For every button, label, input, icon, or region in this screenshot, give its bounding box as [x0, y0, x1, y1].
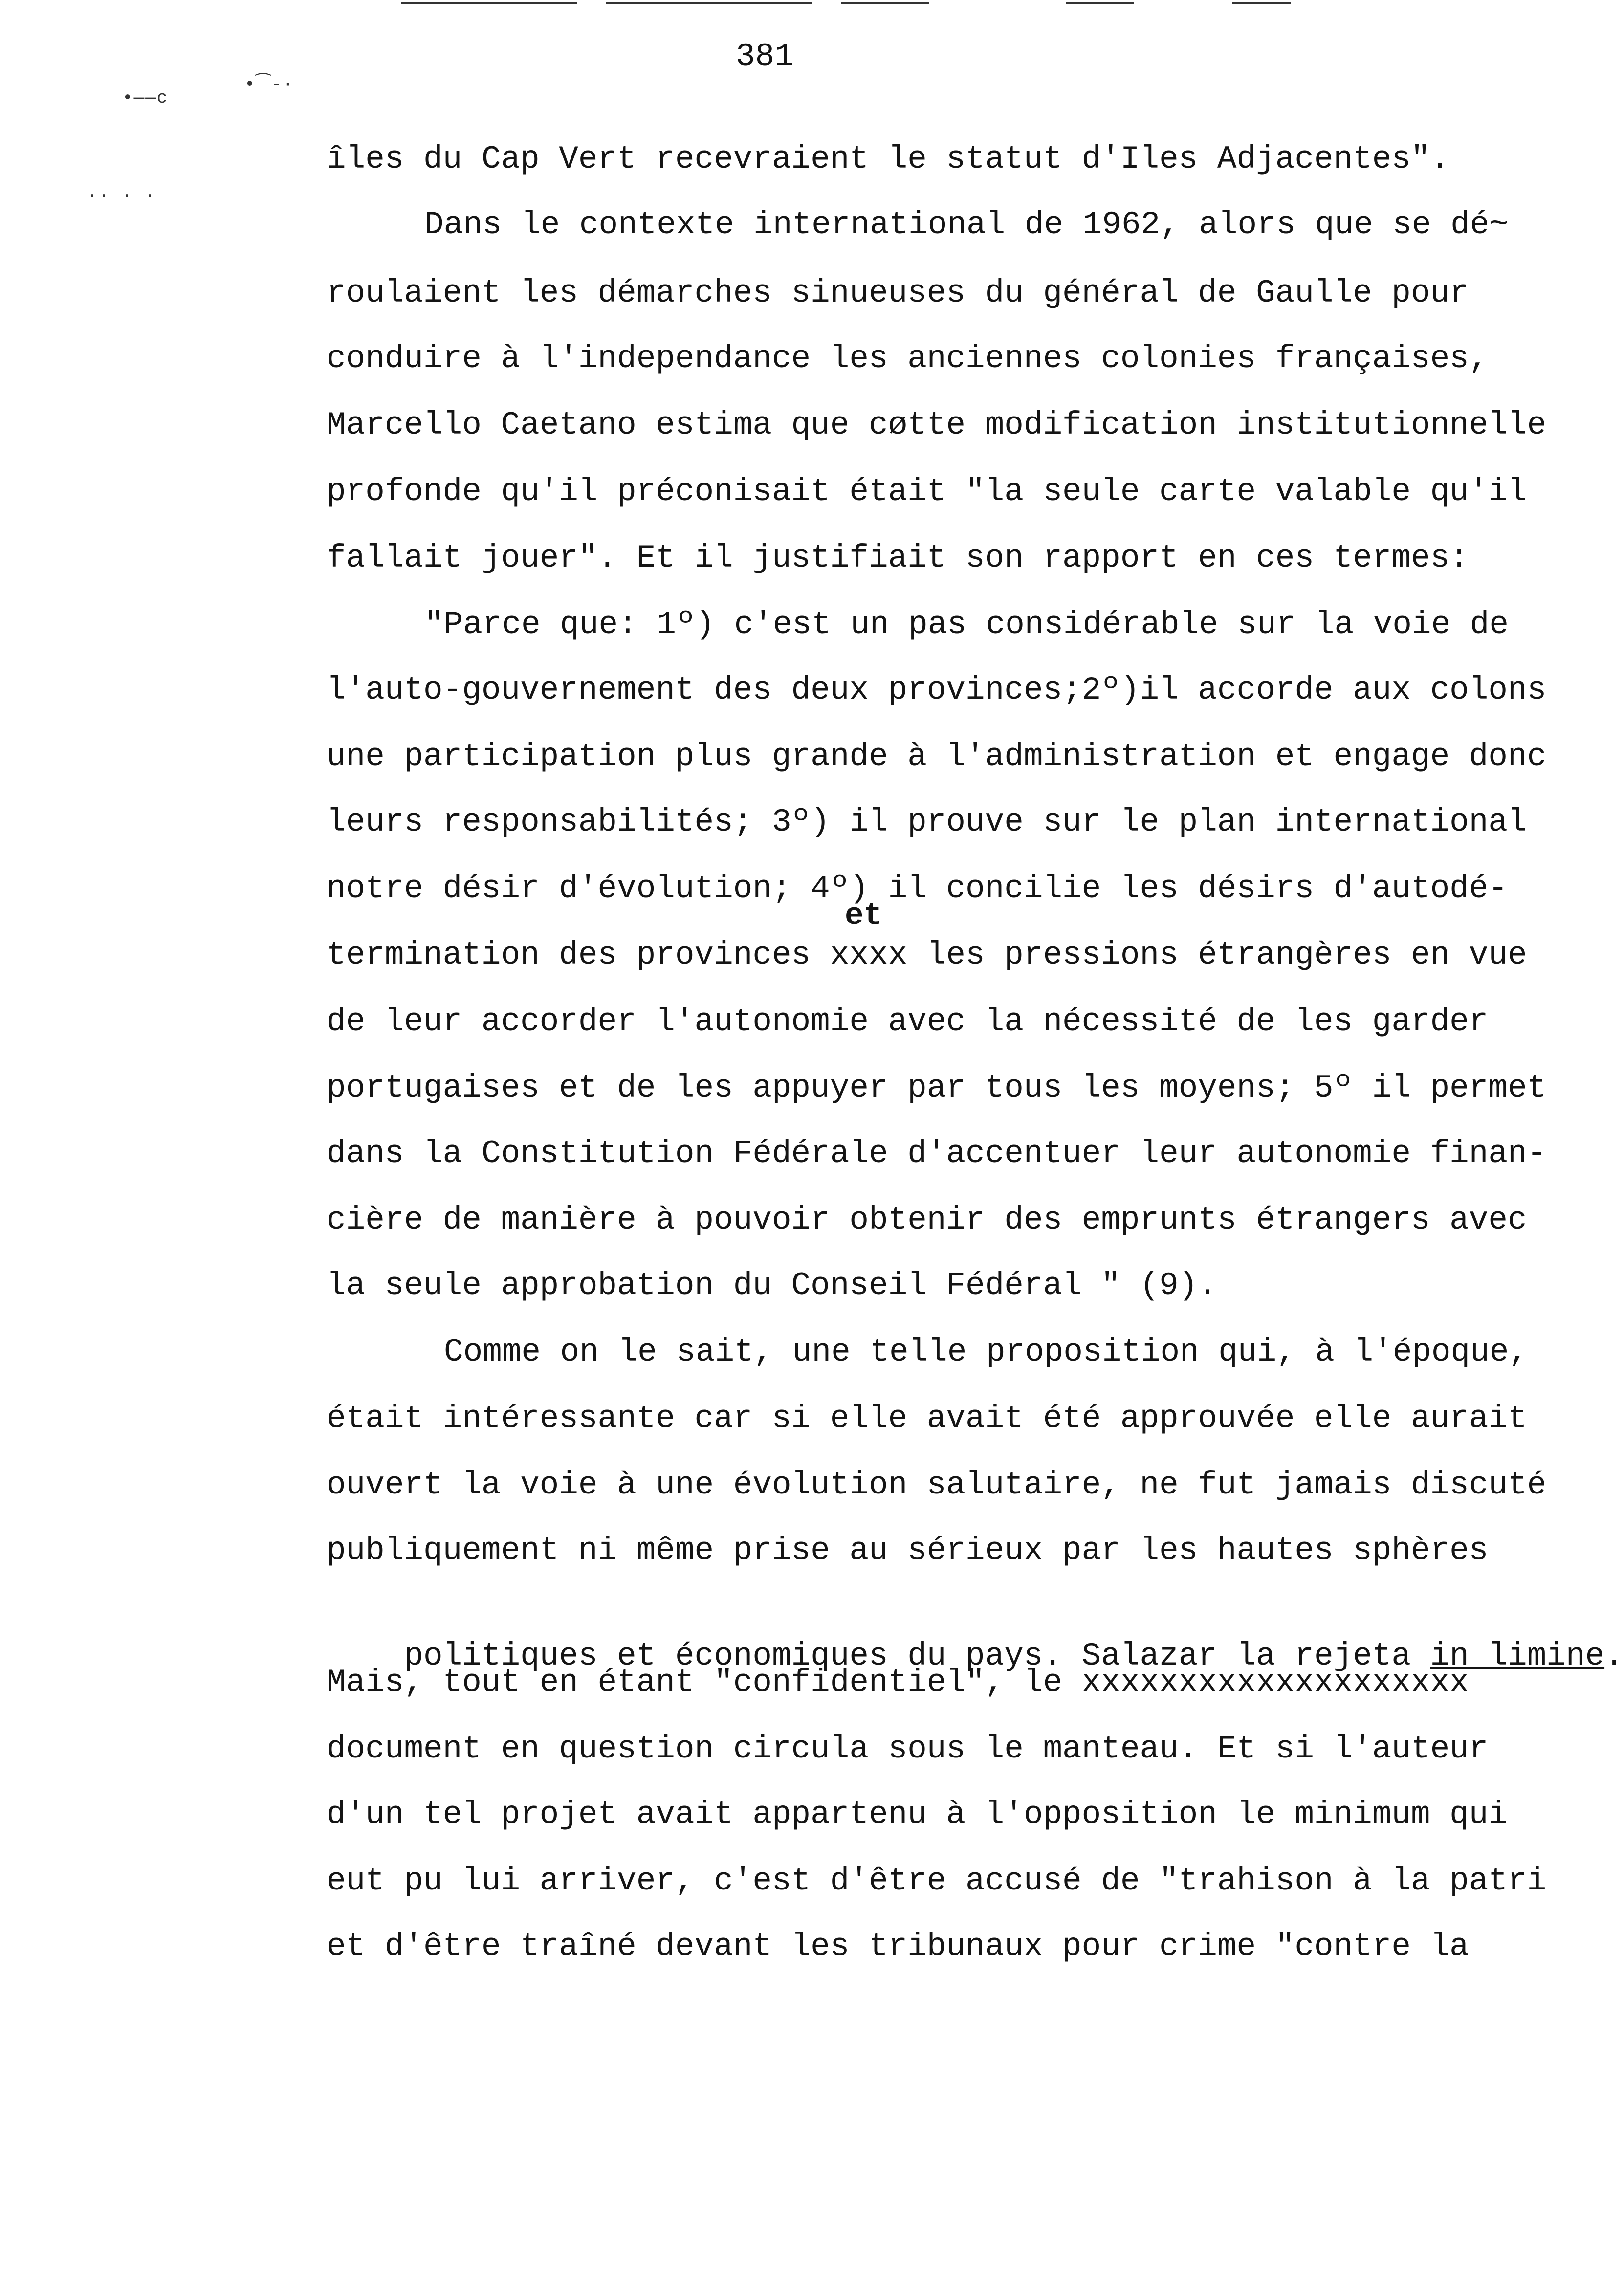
- text-line: cière de manière à pouvoir obtenir des emprunts étrangers avec: [327, 1202, 1527, 1238]
- text-segment: .: [1604, 1638, 1624, 1674]
- text-line: document en question circula sous le manteau. Et si l'auteur: [327, 1731, 1489, 1767]
- text-line: leurs responsabilités; 3º) il prouve sur le plan international: [327, 804, 1527, 840]
- text-line: portugaises et de les appuyer par tous les moyens; 5º il permet: [327, 1070, 1547, 1106]
- text-line: la seule approbation du Conseil Fédéral " (9).: [327, 1267, 1217, 1304]
- scan-edge-line: [401, 2, 577, 4]
- scan-edge-line: [841, 2, 929, 4]
- scan-edge-line: [606, 2, 812, 4]
- text-line: notre désir d'évolution; 4º) il concilie les désirs d'autodé-: [327, 870, 1508, 907]
- text-line: eut pu lui arriver, c'est d'être accusé de "trahison à la patri: [327, 1863, 1547, 1899]
- scan-edge-line: [1232, 2, 1291, 4]
- text-line: l'auto-gouvernement des deux provinces;2º)il accorde aux colons: [327, 672, 1547, 708]
- underlined-phrase: in limine: [1430, 1638, 1605, 1674]
- text-line: dans la Constitution Fédérale d'accentuer leur autonomie finan-: [327, 1135, 1547, 1172]
- text-line: Dans le contexte international de 1962, alors que se dé~: [424, 206, 1509, 243]
- text-line: Mais, tout en étant "confidentiel", le xxxxxxxxxxxxxxxxxxxx: [327, 1664, 1469, 1701]
- text-line: publiquement ni même prise au sérieux par les hautes sphères: [327, 1532, 1489, 1569]
- text-line: de leur accorder l'autonomie avec la nécessité de les garder: [327, 1003, 1489, 1040]
- text-line: d'un tel projet avait appartenu à l'opposition le minimum qui: [327, 1796, 1508, 1833]
- text-line: était intéressante car si elle avait été approuvée elle aurait: [327, 1400, 1527, 1437]
- margin-annotation: •⁀-·: [244, 74, 294, 94]
- text-line: Comme on le sait, une telle proposition qui, à l'époque,: [444, 1334, 1528, 1370]
- margin-annotation: ·· · ·: [87, 186, 156, 206]
- text-line: termination des provinces xxxx les pressions étrangères en vue: [327, 937, 1527, 973]
- text-line: fallait jouer". Et il justifiait son rapport en ces termes:: [327, 540, 1469, 576]
- text-line: ouvert la voie à une évolution salutaire, ne fut jamais discuté: [327, 1467, 1547, 1503]
- text-segment: politiques et économiques du pays. Salazar la rejeta: [404, 1638, 1430, 1674]
- text-line: profonde qu'il préconisait était "la seule carte valable qu'il: [327, 473, 1527, 510]
- margin-annotation: •——c: [122, 88, 169, 108]
- scan-edge-line: [1066, 2, 1134, 4]
- interlinear-insertion: et: [845, 899, 882, 934]
- text-line: conduire à l'independance les anciennes colonies françaises,: [327, 340, 1489, 377]
- text-line: une participation plus grande à l'administration et engage donc: [327, 738, 1547, 775]
- page-number: 381: [736, 38, 794, 75]
- text-line: roulaient les démarches sinueuses du général de Gaulle pour: [327, 275, 1469, 311]
- text-line: et d'être traîné devant les tribunaux pour crime "contre la: [327, 1928, 1469, 1965]
- text-line: Marcello Caetano estima que cøtte modification institutionnelle: [327, 407, 1547, 443]
- text-line: îles du Cap Vert recevraient le statut d'Iles Adjacentes".: [327, 141, 1450, 177]
- text-line: "Parce que: 1º) c'est un pas considérable sur la voie de: [424, 606, 1509, 643]
